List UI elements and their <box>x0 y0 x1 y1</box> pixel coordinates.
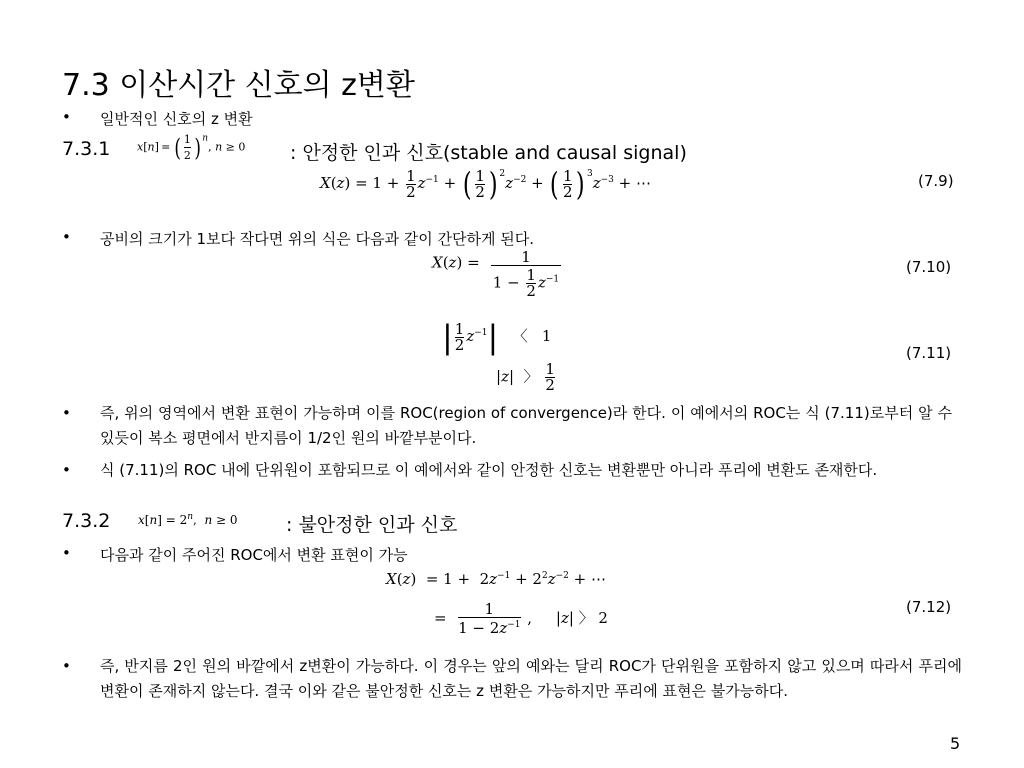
equation-number-7-11: (7.11) <box>906 344 952 362</box>
equation-7-12-b: = $\frac{1}{1 - 2z^{-1}}$ , |z| 〉 2 <box>434 600 608 637</box>
equation-number-7-9: (7.9) <box>918 172 954 190</box>
signal-definition-2: $x[n] = 2^n$, n ≥ 0 <box>138 512 238 527</box>
bullet-marker: • <box>62 657 71 675</box>
equation-7-11-b: |z| 〉 $\frac{1}{2}$ <box>496 360 555 394</box>
bullet-marker: • <box>62 544 71 562</box>
page-number: 5 <box>950 734 961 753</box>
section-number-7-3-1: 7.3.1 <box>62 138 111 160</box>
section-desc-7-3-2: : 불안정한 인과 신호 <box>286 514 458 536</box>
bullet-text-1: 일반적인 신호의 z 변환 <box>100 110 253 128</box>
equation-number-7-10: (7.10) <box>906 258 952 276</box>
section-number-7-3-2: 7.3.2 <box>62 510 111 532</box>
bullet-text-4: 식 (7.11)의 ROC 내에 단위원이 포함되므로 이 예에서와 같이 안정한 신호는 변환뿐만 아니라 푸리에 변환도 존재한다. <box>100 461 878 479</box>
bullet-marker: • <box>62 461 71 479</box>
signal-definition-1: x[n] = ( $\frac{1}{2}$ )$^n$, n ≥ 0 <box>137 133 246 162</box>
equation-7-12-a: $X(z) = 1 + 2z^{-1} + 2^2z^{-2}$ + ⋯ <box>386 570 607 588</box>
equation-number-7-12: (7.12) <box>906 598 952 616</box>
equation-7-11-a: | $\frac{1}{2}$ $z^{-1}|$ 〈 1 <box>442 318 552 356</box>
bullet-marker: • <box>62 404 71 422</box>
equation-7-9: X(z) = 1 + $\frac{1}{2}$ $z^{-1}$ + ( $\frac{1}{2}$ ) $^2z^{-2}$ + ( $\frac{1}{2}$ ) $^3z^{-3}$ + ⋯ <box>320 165 651 203</box>
slide-title: 7.3 이산시간 신호의 z변환 <box>62 68 415 103</box>
bullet-text-3: 즉, 위의 영역에서 변환 표현이 가능하며 이를 ROC(region of convergence)라 한다. 이 예에서의 ROC는 식 (7.11)로부터 알 수 있듯이 복소 평면에서 반지름이 1/2인 원의 바깥부분이다. <box>100 404 952 447</box>
section-desc-7-3-1: : 안정한 인과 신호(stable and causal signal) <box>290 142 687 164</box>
bullet-text-6: 즉, 반지름 2인 원의 바깥에서 z변환이 가능하다. 이 경우는 앞의 예와는 달리 ROC가 단위원을 포함하지 않고 있으며 따라서 푸리에 변환이 존재하지 않는다. 결국 이와 같은 불안정한 신호는 z 변환은 가능하지만 푸리에 표현은 불가능하다. <box>100 657 962 700</box>
bullet-marker: • <box>62 228 71 246</box>
bullet-text-2: 공비의 크기가 1보다 작다면 위의 식은 다음과 같이 간단하게 된다. <box>100 230 534 248</box>
equation-7-10: X(z) = 1 1 − $\frac{1}{2}$ $z^{-1}$ <box>432 248 560 300</box>
bullet-marker: • <box>62 108 71 126</box>
bullet-text-5: 다음과 같이 주어진 ROC에서 변환 표현이 가능 <box>100 546 408 564</box>
